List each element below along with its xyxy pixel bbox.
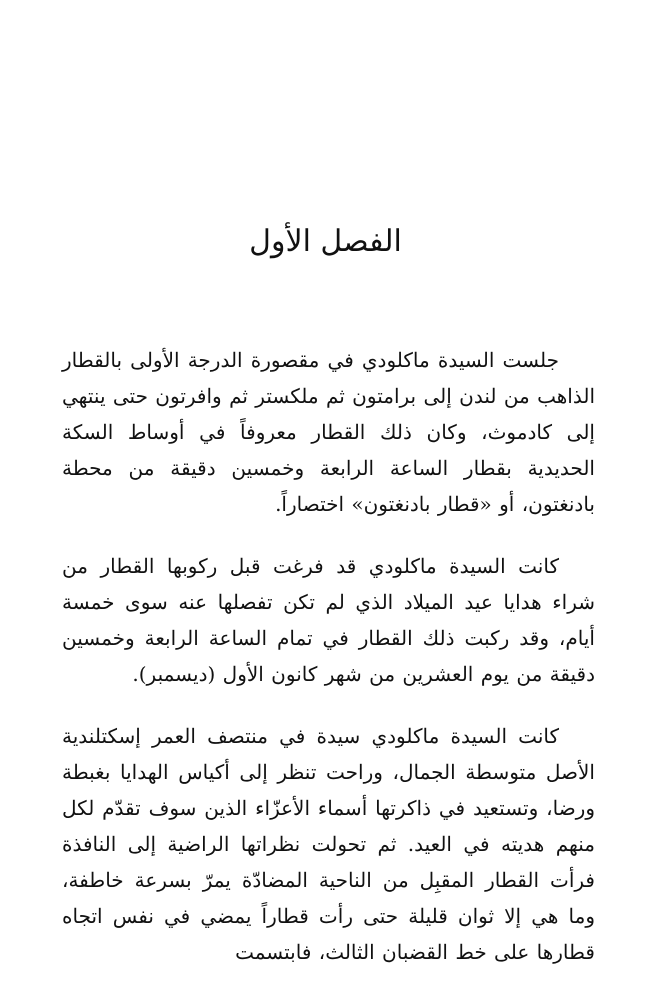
paragraph-2: كانت السيدة ماكلودي قد فرغت قبل ركوبها القطار من شراء هدايا عيد الميلاد الذي لم تكن تفصلها عنه سوى خمسة أيام، وقد ركبت ذلك القطار في تمام الساعة الرابعة وخمسين دقيقة من يوم العشرين من شهر كانون الأول (ديسمبر). <box>62 554 595 686</box>
chapter-body <box>62 342 595 996</box>
chapter-title: الفصل الأول <box>249 224 402 259</box>
paragraph-3: كانت السيدة ماكلودي سيدة في منتصف العمر إسكتلندية الأصل متوسطة الجمال، وراحت تنظر إلى أكياس الهدايا بغبطة ورضا، وتستعيد في ذاكرتها أسماء الأعزّاء الذين سوف تقدّم لكل منهم هديته في العيد. ثم تحولت نظراتها الراضية إلى النافذة فرأت القطار المقبِل من الناحية المضادّة يمرّ بسرعة خاطفة، وما هي إلا ثوان قليلة حتى رأت قطاراً يمضي في نفس اتجاه قطارها على خط القضبان الثالث، فابتسمت <box>62 724 595 964</box>
paragraph-1: جلست السيدة ماكلودي في مقصورة الدرجة الأولى بالقطار الذاهب من لندن إلى برامتون ثم ملكستر ثم وافرتون حتى ينتهي إلى كادموث، وكان ذلك القطار معروفاً في أوساط السكة الحديدية بقطار الساعة الرابعة وخمسين دقيقة من محطة بادنغتون، أو «قطار بادنغتون» اختصاراً. <box>62 348 595 516</box>
